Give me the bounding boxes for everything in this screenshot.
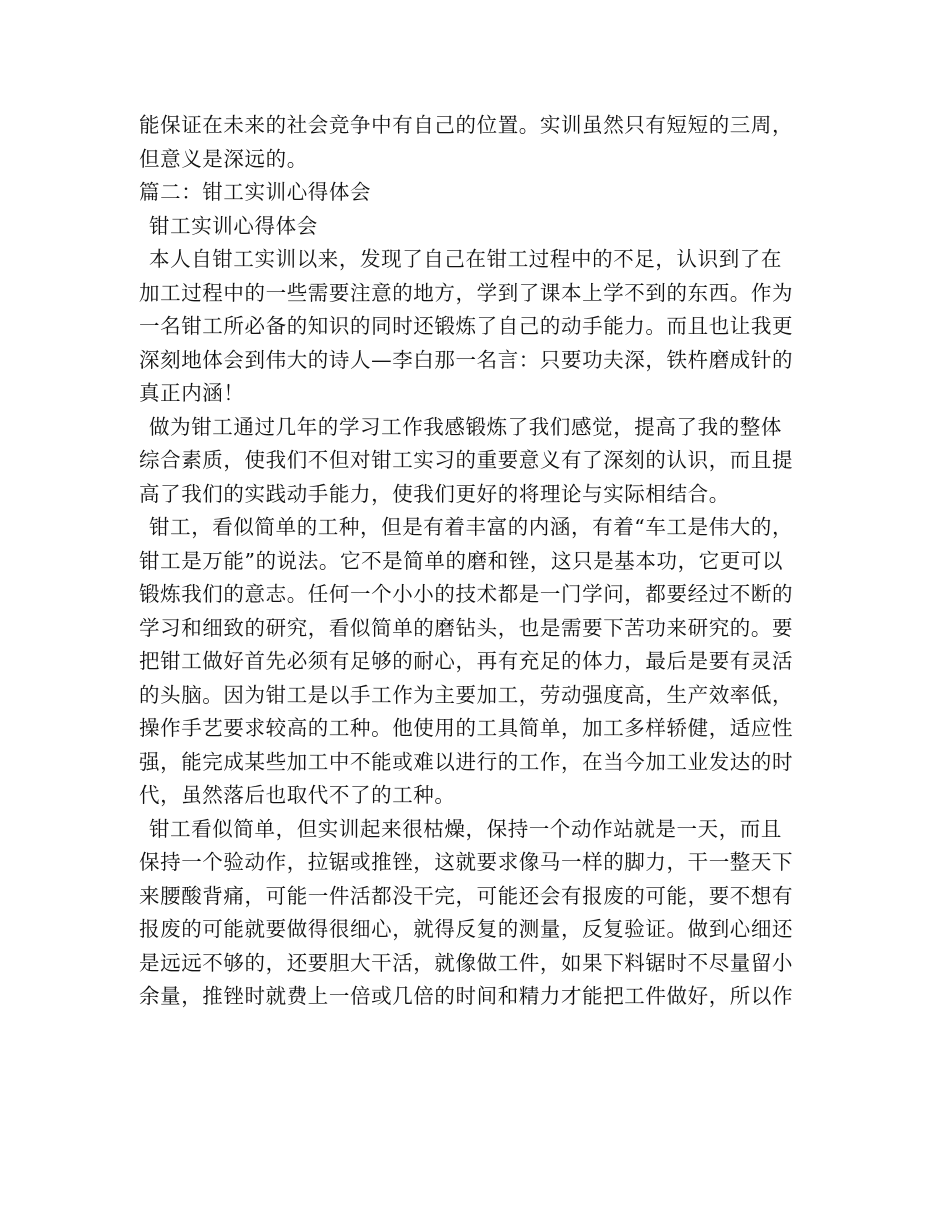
article-title: 钳工实训心得体会 [149,213,318,238]
text-line: 锻炼我们的意志。任何一个小小的技术都是一门学问，都要经过不断的 [139,582,794,606]
document-page [139,109,819,1014]
text-line: 高了我们的实践动手能力，使我们更好的将理论与实际相结合。 [139,481,730,506]
text-line: 综合素质，使我们不但对钳工实习的重要意义有了深刻的认识，而且提 [139,448,794,472]
text-line: 钳工看似简单，但实训起来很枯燥，保持一个动作站就是一天，而且 [149,816,782,841]
text-line: 本人自钳工实训以来，发现了自己在钳工过程中的不足，认识到了在 [149,247,782,271]
text-line: 是远远不够的，还要胆大干活，就像做工件，如果下料锯时不尽量留小 [139,950,794,975]
text-line: 一名钳工所必备的知识的同时还锻炼了自己的动手能力。而且也让我更 [139,314,794,338]
text-line: 保持一个验动作，拉锯或推锉，这就要求像马一样的脚力，干一整天下 [139,850,794,874]
text-line: 做为钳工通过几年的学习工作我感锻炼了我们感觉，提高了我的整体 [149,414,782,439]
text-line: 深刻地体会到伟大的诗人—李白那一名言：只要功夫深，铁杵磨成针的 [139,347,794,372]
text-line: 的头脑。因为钳工是以手工作为主要加工，劳动强度高，生产效率低， [139,682,794,707]
section-heading: 篇二：钳工实训心得体会 [139,180,372,204]
text-line: 加工过程中的一些需要注意的地方，学到了课本上学不到的东西。作为 [139,280,794,305]
text-line: 钳工是万能”的说法。它不是简单的磨和锉，这只是基本功，它更可以 [139,548,784,573]
text-line: 但意义是深远的。 [139,146,308,171]
text-line: 真正内涵！ [139,381,245,405]
text-line: 余量，推锉时就费上一倍或几倍的时间和精力才能把工件做好，所以作 [139,984,794,1008]
text-line: 能保证在未来的社会竞争中有自己的位置。实训虽然只有短短的三周， [139,113,794,137]
text-line: 学习和细致的研究，看似简单的磨钻头，也是需要下苦功来研究的。要 [139,615,794,640]
text-line: 来腰酸背痛，可能一件活都没干完，可能还会有报废的可能，要不想有 [139,883,794,908]
text-line: 代，虽然落后也取代不了的工种。 [139,783,456,807]
text-line: 强，能完成某些加工中不能或难以进行的工作，在当今加工业发达的时 [139,749,794,774]
text-line: 把钳工做好首先必须有足够的耐心，再有充足的体力，最后是要有灵活 [139,649,794,673]
text-line: 报废的可能就要做得很细心，就得反复的测量，反复验证。做到心细还 [139,917,794,941]
text-line: 操作手艺要求较高的工种。他使用的工具简单，加工多样轿健，适应性 [139,716,794,740]
text-line: 钳工，看似简单的工种，但是有着丰富的内涵，有着“车工是伟大的， [149,515,794,539]
